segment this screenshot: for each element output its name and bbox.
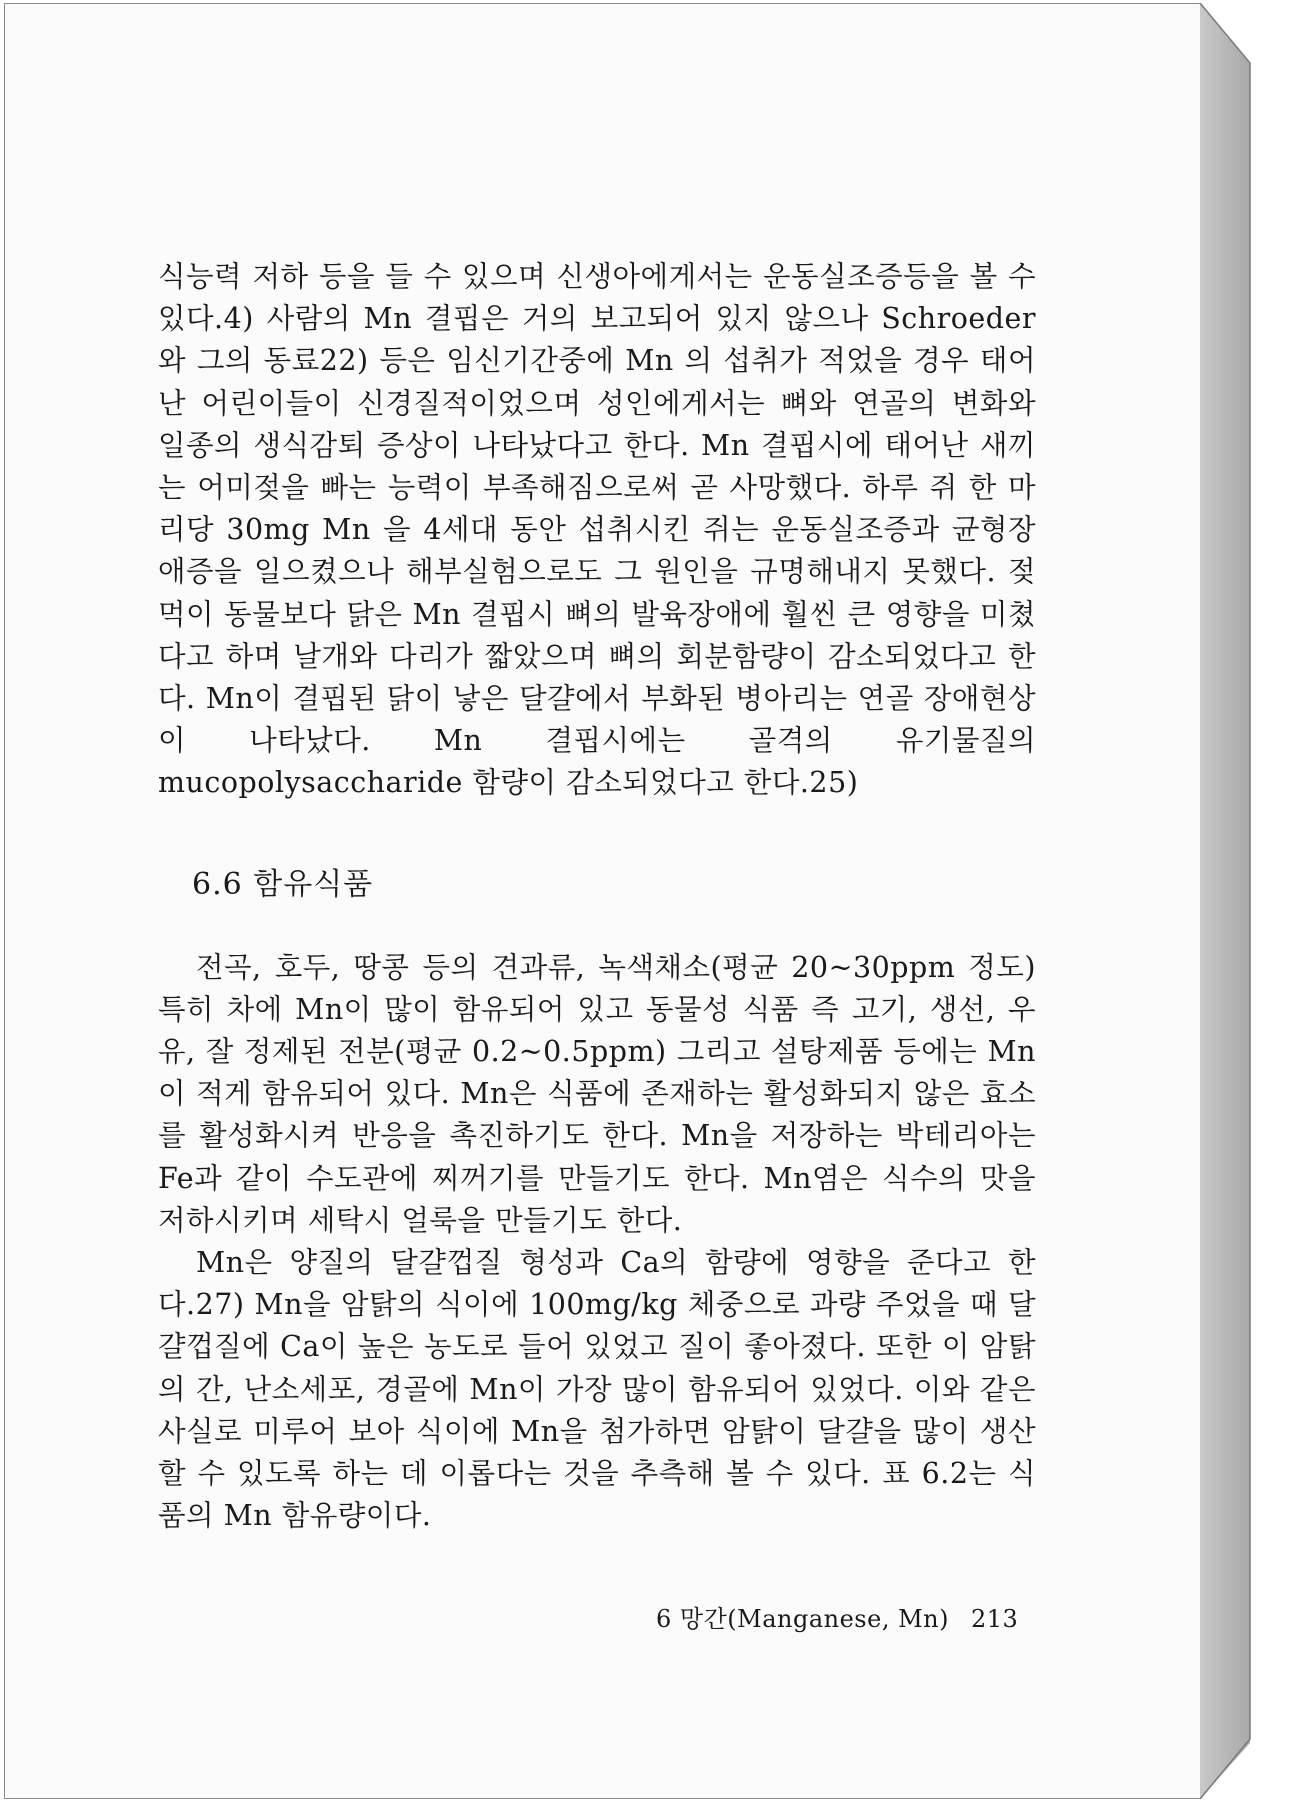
page-number: 213	[970, 1605, 1019, 1633]
body-paragraph-1: 식능력 저하 등을 들 수 있으며 신생아에게서는 운동실조증등을 볼 수 있다.4) 사람의 Mn 결핍은 거의 보고되어 있지 않으나 Schroeder 와 그의 동료22) 등은 임신기간중에 Mn 의 섭취가 적었을 경우 태어난 어린이들이 신경질적이었으며 성인에게서는 뼈와 연골의 변화와 일종의 생식감퇴 증상이 나타났다고 한다. Mn 결핍시에 태어난 새끼는 어미젖을 빠는 능력이 부족해짐으로써 곧 사망했다. 하루 쥐 한 마리당 30mg Mn 을 4세대 동안 섭취시킨 쥐는 운동실조증과 균형장애증을 일으켰으나 해부실험으로도 그 원인을 규명해내지 못했다. 젖먹이 동물보다 닭은 Mn 결핍시 뼈의 발육장애에 훨씬 큰 영향을 미쳤다고 하며 날개와 다리가 짧았으며 뼈의 회분함량이 감소되었다고 한다. Mn이 결핍된 닭이 낳은 달걀에서 부화된 병아리는 연골 장애현상이 나타났다. Mn 결핍시에는 골격의 유기물질의 mucopolysaccharide 함량이 감소되었다고 한다.25)	[158, 260, 1036, 800]
section-heading: 6.6 함유식품	[192, 866, 374, 902]
page-content	[158, 256, 1036, 1537]
page-edge-shadow	[1200, 3, 1250, 1799]
body-paragraph-2: 전곡, 호두, 땅콩 등의 견과류, 녹색채소(평균 20~30ppm 정도) 특히 차에 Mn이 많이 함유되어 있고 동물성 식품 즉 고기, 생선, 우유, 잘 정제된 전분(평균 0.2~0.5ppm) 그리고 설탕제품 등에는 Mn이 적게 함유되어 있다. Mn은 식품에 존재하는 활성화되지 않은 효소를 활성화시켜 반응을 촉진하기도 한다. Mn을 저장하는 박테리아는 Fe과 같이 수도관에 찌꺼기를 만들기도 한다. Mn염은 식수의 맛을 저하시키며 세탁시 얼룩을 만들기도 한다.	[158, 950, 1036, 1237]
running-footer	[656, 1604, 1019, 1634]
footer-chapter-title: 6 망간(Manganese, Mn)	[656, 1605, 949, 1633]
body-paragraph-3: Mn은 양질의 달걀껍질 형성과 Ca의 함량에 영향을 준다고 한다.27) Mn을 암탉의 식이에 100mg/kg 체중으로 과량 주었을 때 달걀껍질에 Ca이 높은 농도로 들어 있었고 질이 좋아졌다. 또한 이 암탉의 간, 난소세포, 경골에 Mn이 가장 많이 함유되어 있었다. 이와 같은 사실로 미루어 보아 식이에 Mn을 첨가하면 암탉이 달걀을 많이 생산할 수 있도록 하는 데 이롭다는 것을 추측해 볼 수 있다. 표 6.2는 식품의 Mn 함유량이다.	[158, 1246, 1036, 1533]
